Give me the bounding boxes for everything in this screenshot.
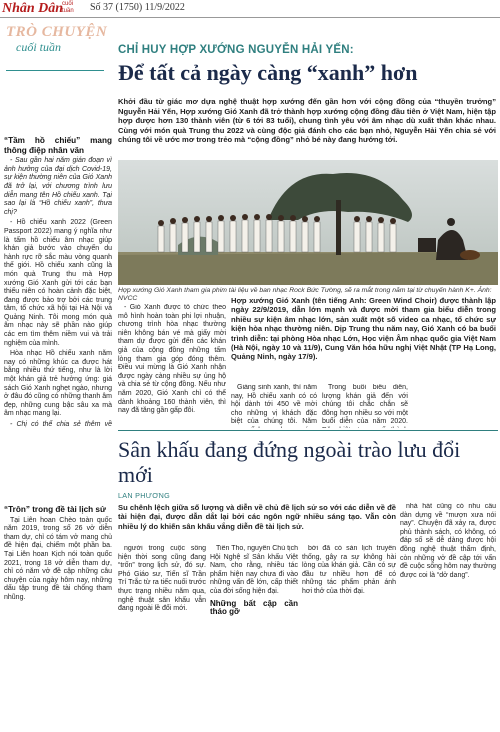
article2-author: LAN PHƯƠNG [118, 491, 171, 500]
section-logo-line1: TRÒ CHUYỆN [6, 24, 108, 40]
article2-column-5 [400, 503, 496, 729]
choir-photo [118, 160, 498, 285]
choir-photo-illustration [118, 160, 498, 285]
masthead [0, 0, 500, 18]
article2-sidebar-column [4, 505, 112, 729]
section-logo [6, 24, 114, 69]
article1-kicker: CHỈ HUY HỢP XƯỚNG NGUYỄN HẢI YẾN: [118, 44, 354, 56]
newspaper-brand: Nhân Dân [2, 1, 64, 16]
article1-lead: Khởi đầu từ giác mơ dựa nghệ thuật hợp xướng đến gần hơn với cộng đồng của “thuyền trưởng” Nguyễn Hải Yến, Hợp xướng Gió Xanh đã trở thành hợp xướng cộng đồng đầu tiên ở Việt Nam, hiện tập hợp được hơn 130 thành viên (từ 6 tới 83 tuổi), chung tình yêu với âm nhạc dù xuất thân khác nhau. Cùng với món quà Trung thu 2022 và cùng độc giả đánh cho các bạn nhỏ, Nguyễn Hải Yến chia sẻ với chúng tôi về ước mơ trong trẻo mà “cộng đồng” nhỏ bé này đang hướng tới. [118, 97, 496, 145]
article2-col5-text: nhà hát cũng có nhu cầu dàn dựng về “mượn xưa nói nay”. Chuyện đã xảy ra, được phủ thành sách, có không, có đáp số sẽ dễ dàng được hội đồng nghệ thuật thẩm định, còn những vở đề cập tới vấn đề cuộc sống hôm nay thường được coi là “dở dang”. [400, 503, 496, 579]
article1-highlight-box: Hợp xướng Gió Xanh (tên tiếng Anh: Green Wind Choir) được thành lập ngày 22/9/2019, dẫn lớn mạnh và được mời tham gia biểu diễn trong nhiều sự kiện âm nhạc lớn, sản xuất một số video ca nhạc, tổ chức sự kiện hòa nhạc thường niên. Dịp Trung thu năm nay, Gió Xanh có ba buổi trình diễn: tại phòng Hòa nhạc Lớn, Học viện Âm nhạc quốc gia Việt Nam (Hà Nội, ngày 10 và 11/9), Cung Văn hóa hữu nghị Việt Nhật (TP Hạ Long, Quảng Ninh, ngày 17/9). [231, 296, 496, 362]
article1-column-3 [231, 384, 317, 428]
article1-sidebar-question2: - Chị có thể chia sẻ thêm về [10, 421, 112, 428]
article2-headline: Sân khấu đang đứng ngoài trào lưu đổi mới [118, 437, 461, 487]
article2-col3-text: Tiến Tho, nguyên Chủ tịch Hội Nghệ sĩ Sân khấu Việt Nam, cho rằng, nhiều tác phẩm hiện nay chưa đi vào những vấn đề lớn, cấp thiết của đời sống hiện đại. [210, 545, 298, 595]
article2-column-4 [302, 545, 396, 729]
article1-col2-text: - Gió Xanh được tổ chức theo mô hình hoàn toàn phi lợi nhuận, chương trình hòa nhạc thường niên không bán vé mà giấy mời tham dự được gửi đến các khán giả của cộng đồng những tấm lòng tham gia góp đóng thêm. Điều vui mừng là Gió Xanh nhận được ngày càng nhiều sự ủng hộ và chia sẻ từ cộng đồng. Nếu như năm 2020, Gió Xanh chỉ có thể dành khoảng 160 thành viên, thì nay đã tăng gần gấp đôi. [118, 304, 226, 415]
article1-sidebar-column [4, 136, 112, 428]
photo-caption: Hợp xướng Gió Xanh tham gia phim tài liệu về ban nhạc Rock Bức Tường, sẽ ra mắt trong năm tại từ chuyến hành K+. Ảnh: NVCC [118, 287, 492, 303]
article-divider [118, 430, 498, 431]
section-logo-line2: cuối tuần [16, 40, 61, 54]
article2-sidebar-title: “Trôn” trong đề tài lịch sử [4, 505, 106, 514]
article1-sidebar-title: “Tầm hồ chiếu” mang thông điệp nhân văn [4, 136, 112, 155]
article2-sidebar-text: Tại Liên hoan Chèo toàn quốc năm 2019, trong số 26 vở diễn tham dự, chỉ có tám vở mang chủ đề hiện đại, chiếm một phần ba. Tại Liên hoan Kịch nói toàn quốc 2021, trong 18 vở diễn tham dự, chỉ có năm vở đề cập những câu chuyện của ngày hôm nay, những dấu tập trung đề tài chống tham nhũng. [4, 516, 112, 601]
article1-sidebar-answer2: Hòa nhạc Hồ chiếu xanh năm nay có những khúc ca được hát bằng nhiều thứ tiếng, như là lời một khán giả trẻ hưởng ứng: giá sách Gió Xanh nghẹt ngào, nhưng ở đâu đó cũng có những thanh âm đẹp, những cung bậc sâu xa mà âm nhạc mang lại. [4, 350, 112, 418]
article1-headline: Để tất cả ngày càng “xanh” hơn [118, 60, 418, 85]
article1-col4-text: Trong buổi biểu diễn, lượng khán giả đến với chúng tôi chắc chắn sẽ đông hơn nhiều so với một buổi diễn của năm 2020. [322, 384, 408, 426]
issue-info: Số 37 (1750) 11/9/2022 [90, 2, 185, 13]
section-divider [6, 70, 104, 71]
article2-column-3 [210, 545, 298, 729]
article2-col2-text: người trong cuộc sống hiện thời song cũng đang “trốn” trong lịch sử, đó sự. Phó Giáo sư, Tiến sĩ Trần Trí Trắc từ ra tiếc nuối trước thực trạng nhiều năm qua, nghệ thuật sân khấu vẫn đang ngoài lề đổi mới. [118, 545, 206, 613]
article1-sidebar-question: - Sau gần hai năm gián đoạn vì ảnh hưởng của đại dịch Covid-19, sự kiện thường niên của Gió Xanh đã trở lại, với chương trình lưu diễn mang tên Hồ chiếu xanh. Tại sao lại là “Hồ chiếu xanh”, thưa chị? [4, 157, 112, 216]
newspaper-brand-sub: cuối tuần [62, 1, 74, 14]
article2-lead: Su chênh lệch giữa số lượng và diễn về chủ đề lịch sử so với các diễn về đề tài hiện đại, được dẫn dắt lại bởi các ngôn ngữ nhiều sáng tạo. Vẫn còn nhiều lý do khiến sân khấu vắng diễn đề tài lịch sử. [118, 503, 396, 531]
article1-col3-text: Giảng sinh xanh, thì năm nay, Hồ chiếu xanh có có hội dành tới 450 về mời cho những vị khách đặc biệt của chúng tôi. Năm [231, 384, 317, 426]
article1-column-2 [118, 304, 226, 428]
article1-column-4 [322, 384, 408, 428]
article2-column-2 [118, 545, 206, 729]
article2-subhead: Những bất cập cần tháo gỡ [210, 598, 298, 617]
article1-sidebar-answer1: - Hồ chiếu xanh 2022 (Green Passport 2022) mang ý nghĩa như là tấm hồ chiếu âm nhạc giúp khán giả bước vào chuyến du hành rực rỡ sắc màu vòng quanh thế giới. Hồ chiếu xanh cũng là món quà Trung thu mà Hợp xướng Gió Xanh gửi tới các bạn thiếu niên có hoàn cảnh đặc biệt, đang được bảo trợ bởi các trung tâm, tổ chức xã hội tại Hà Nội và Quảng Ninh. Tôi mong món quà âm nhạc này sẽ phần nào giúp các em tìm thêm niềm vui và trải nghiệm của mình. [4, 219, 112, 347]
article2-col4-text: bởi đã có sản lịch truyền thống, gây ra sự không hài lòng của khán giả. Cần có sự đầu tư nhiều hơn để có những tác phẩm phản ánh hơi thở của thời đại. [302, 545, 396, 595]
